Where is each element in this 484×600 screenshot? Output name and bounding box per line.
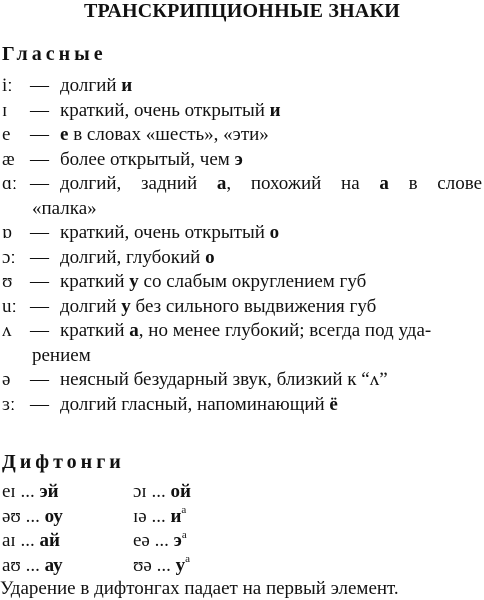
diphthong-right (133, 554, 190, 579)
dash: — (30, 295, 49, 317)
desc-bold: у (121, 295, 131, 317)
vowel-symbol: æ (2, 148, 15, 170)
desc-text: краткий, очень открытый (60, 99, 270, 121)
vowel-row (2, 74, 482, 99)
desc-continuation: рением (32, 344, 91, 366)
vowel-row (2, 319, 482, 368)
page-title: ТРАНСКРИПЦИОННЫЕ ЗНАКИ (83, 0, 401, 22)
desc-bold: ё (329, 393, 338, 415)
desc-text: более открытый, чем (60, 148, 235, 170)
desc-bold: а (129, 320, 139, 341)
desc-text: в слове (388, 173, 483, 194)
dash: — (30, 75, 49, 96)
diphthong-russian: и (170, 505, 182, 527)
diphthong-russian: оу (44, 505, 63, 527)
desc-bold: и (121, 75, 133, 96)
dash: — (30, 271, 49, 292)
vowel-row (2, 221, 482, 246)
diphthong-symbol: ɪə ... (133, 505, 171, 527)
vowel-description (60, 172, 482, 197)
desc-text: краткий (60, 271, 130, 292)
desc-bold: э (234, 148, 243, 170)
desc-bold: о (269, 222, 280, 243)
vowel-description (60, 123, 482, 148)
diphthong-russian: у (175, 554, 186, 576)
desc-bold: е (60, 124, 69, 145)
desc-text: , похожий на (226, 173, 380, 194)
diphthong-symbol: əʊ ... (2, 505, 45, 527)
diphthong-russian: эй (39, 481, 59, 502)
vowels-heading: Гласные (2, 43, 107, 65)
vowel-symbol: uː (2, 295, 17, 317)
desc-text: долгий (60, 75, 122, 96)
diphthong-row (2, 554, 482, 579)
diphthong-left (2, 505, 63, 530)
vowel-description (60, 148, 482, 173)
dash: — (30, 148, 49, 170)
vowel-row (2, 295, 482, 320)
vowel-row (2, 368, 482, 393)
desc-bold: а (379, 173, 389, 194)
vowel-symbol: ɜː (2, 393, 16, 415)
vowel-description (60, 368, 482, 393)
dash: — (30, 99, 49, 121)
vowel-symbol: ʌ (2, 320, 12, 341)
vowel-symbol: ɒ (2, 222, 12, 243)
dash: — (30, 222, 49, 243)
diphthong-right (133, 480, 191, 505)
diphthong-symbol: ɔɪ ... (133, 481, 171, 502)
diphthong-symbol: aʊ ... (2, 554, 45, 576)
dash: — (30, 246, 49, 268)
vowels-list (2, 74, 482, 417)
diphthong-symbol: aɪ ... (2, 530, 40, 551)
diphthong-row (2, 505, 482, 530)
diphthong-russian: ай (39, 530, 60, 551)
desc-text: краткий, очень открытый (60, 222, 270, 243)
diphthong-russian: ой (170, 481, 191, 502)
vowel-row (2, 246, 482, 271)
vowel-row (2, 123, 482, 148)
desc-text: , но менее глубокий; всегда под уда- (138, 320, 432, 341)
vowel-symbol: ə (2, 369, 11, 390)
vowel-symbol: iː (2, 75, 13, 96)
desc-text: долгий (60, 295, 122, 317)
diphthong-symbol: ʊə ... (133, 554, 176, 576)
desc-bold: о (205, 246, 215, 268)
desc-text: долгий, глубокий (60, 246, 206, 268)
vowel-symbol: e (2, 124, 11, 145)
vowel-description (60, 246, 482, 271)
diphthong-row (2, 529, 482, 554)
vowel-symbol: ɔː (2, 246, 16, 268)
desc-bold: и (269, 99, 281, 121)
diphthong-russian: ау (44, 554, 63, 576)
superscript: а (181, 504, 187, 517)
vowel-description (60, 221, 482, 246)
vowel-row (2, 99, 482, 124)
desc-text: неясный безударный звук, близкий к “ʌ” (60, 369, 388, 390)
desc-text: со слабым округлением губ (138, 271, 367, 292)
superscript: а (181, 528, 187, 541)
vowel-row (2, 148, 482, 173)
diphthong-row (2, 480, 482, 505)
dash: — (30, 320, 49, 341)
vowel-symbol: ɪ (2, 99, 8, 121)
diphthong-symbol: eə ... (133, 530, 174, 551)
diphthong-left (2, 554, 63, 579)
desc-text: долгий, задний (60, 173, 217, 194)
diphthongs-list (2, 480, 482, 578)
desc-bold: а (216, 173, 227, 194)
diphthong-right (133, 529, 187, 554)
diphthong-symbol: eɪ ... (2, 481, 40, 502)
vowel-row (2, 393, 482, 418)
vowel-description (60, 295, 482, 320)
diphthong-right (133, 505, 186, 530)
vowel-row (2, 270, 482, 295)
desc-text: в словах «шесть», «эти» (68, 124, 269, 145)
diphthong-russian: э (173, 530, 182, 551)
desc-text: без сильного выдвижения губ (130, 295, 377, 317)
dash: — (30, 369, 49, 390)
vowel-description (60, 393, 482, 418)
desc-text: краткий (60, 320, 130, 341)
superscript: а (185, 553, 191, 566)
dash: — (30, 393, 49, 415)
vowel-description (60, 74, 482, 99)
diphthong-left (2, 480, 59, 505)
desc-text: долгий гласный, напоминающий (60, 393, 330, 415)
diphthong-left (2, 529, 60, 554)
desc-continuation: «палка» (32, 197, 97, 219)
vowel-symbol: ɑː (2, 173, 18, 194)
diphthongs-heading: Дифтонги (2, 451, 125, 473)
dash: — (30, 173, 49, 194)
vowel-description (60, 319, 482, 344)
vowel-description (60, 270, 482, 295)
vowel-description (60, 99, 482, 124)
vowel-row (2, 172, 482, 221)
vowel-symbol: ʊ (2, 271, 13, 292)
desc-bold: у (129, 271, 139, 292)
dash: — (30, 124, 49, 145)
stress-note: Ударение в дифтонгах падает на первый элемент. (0, 578, 399, 599)
